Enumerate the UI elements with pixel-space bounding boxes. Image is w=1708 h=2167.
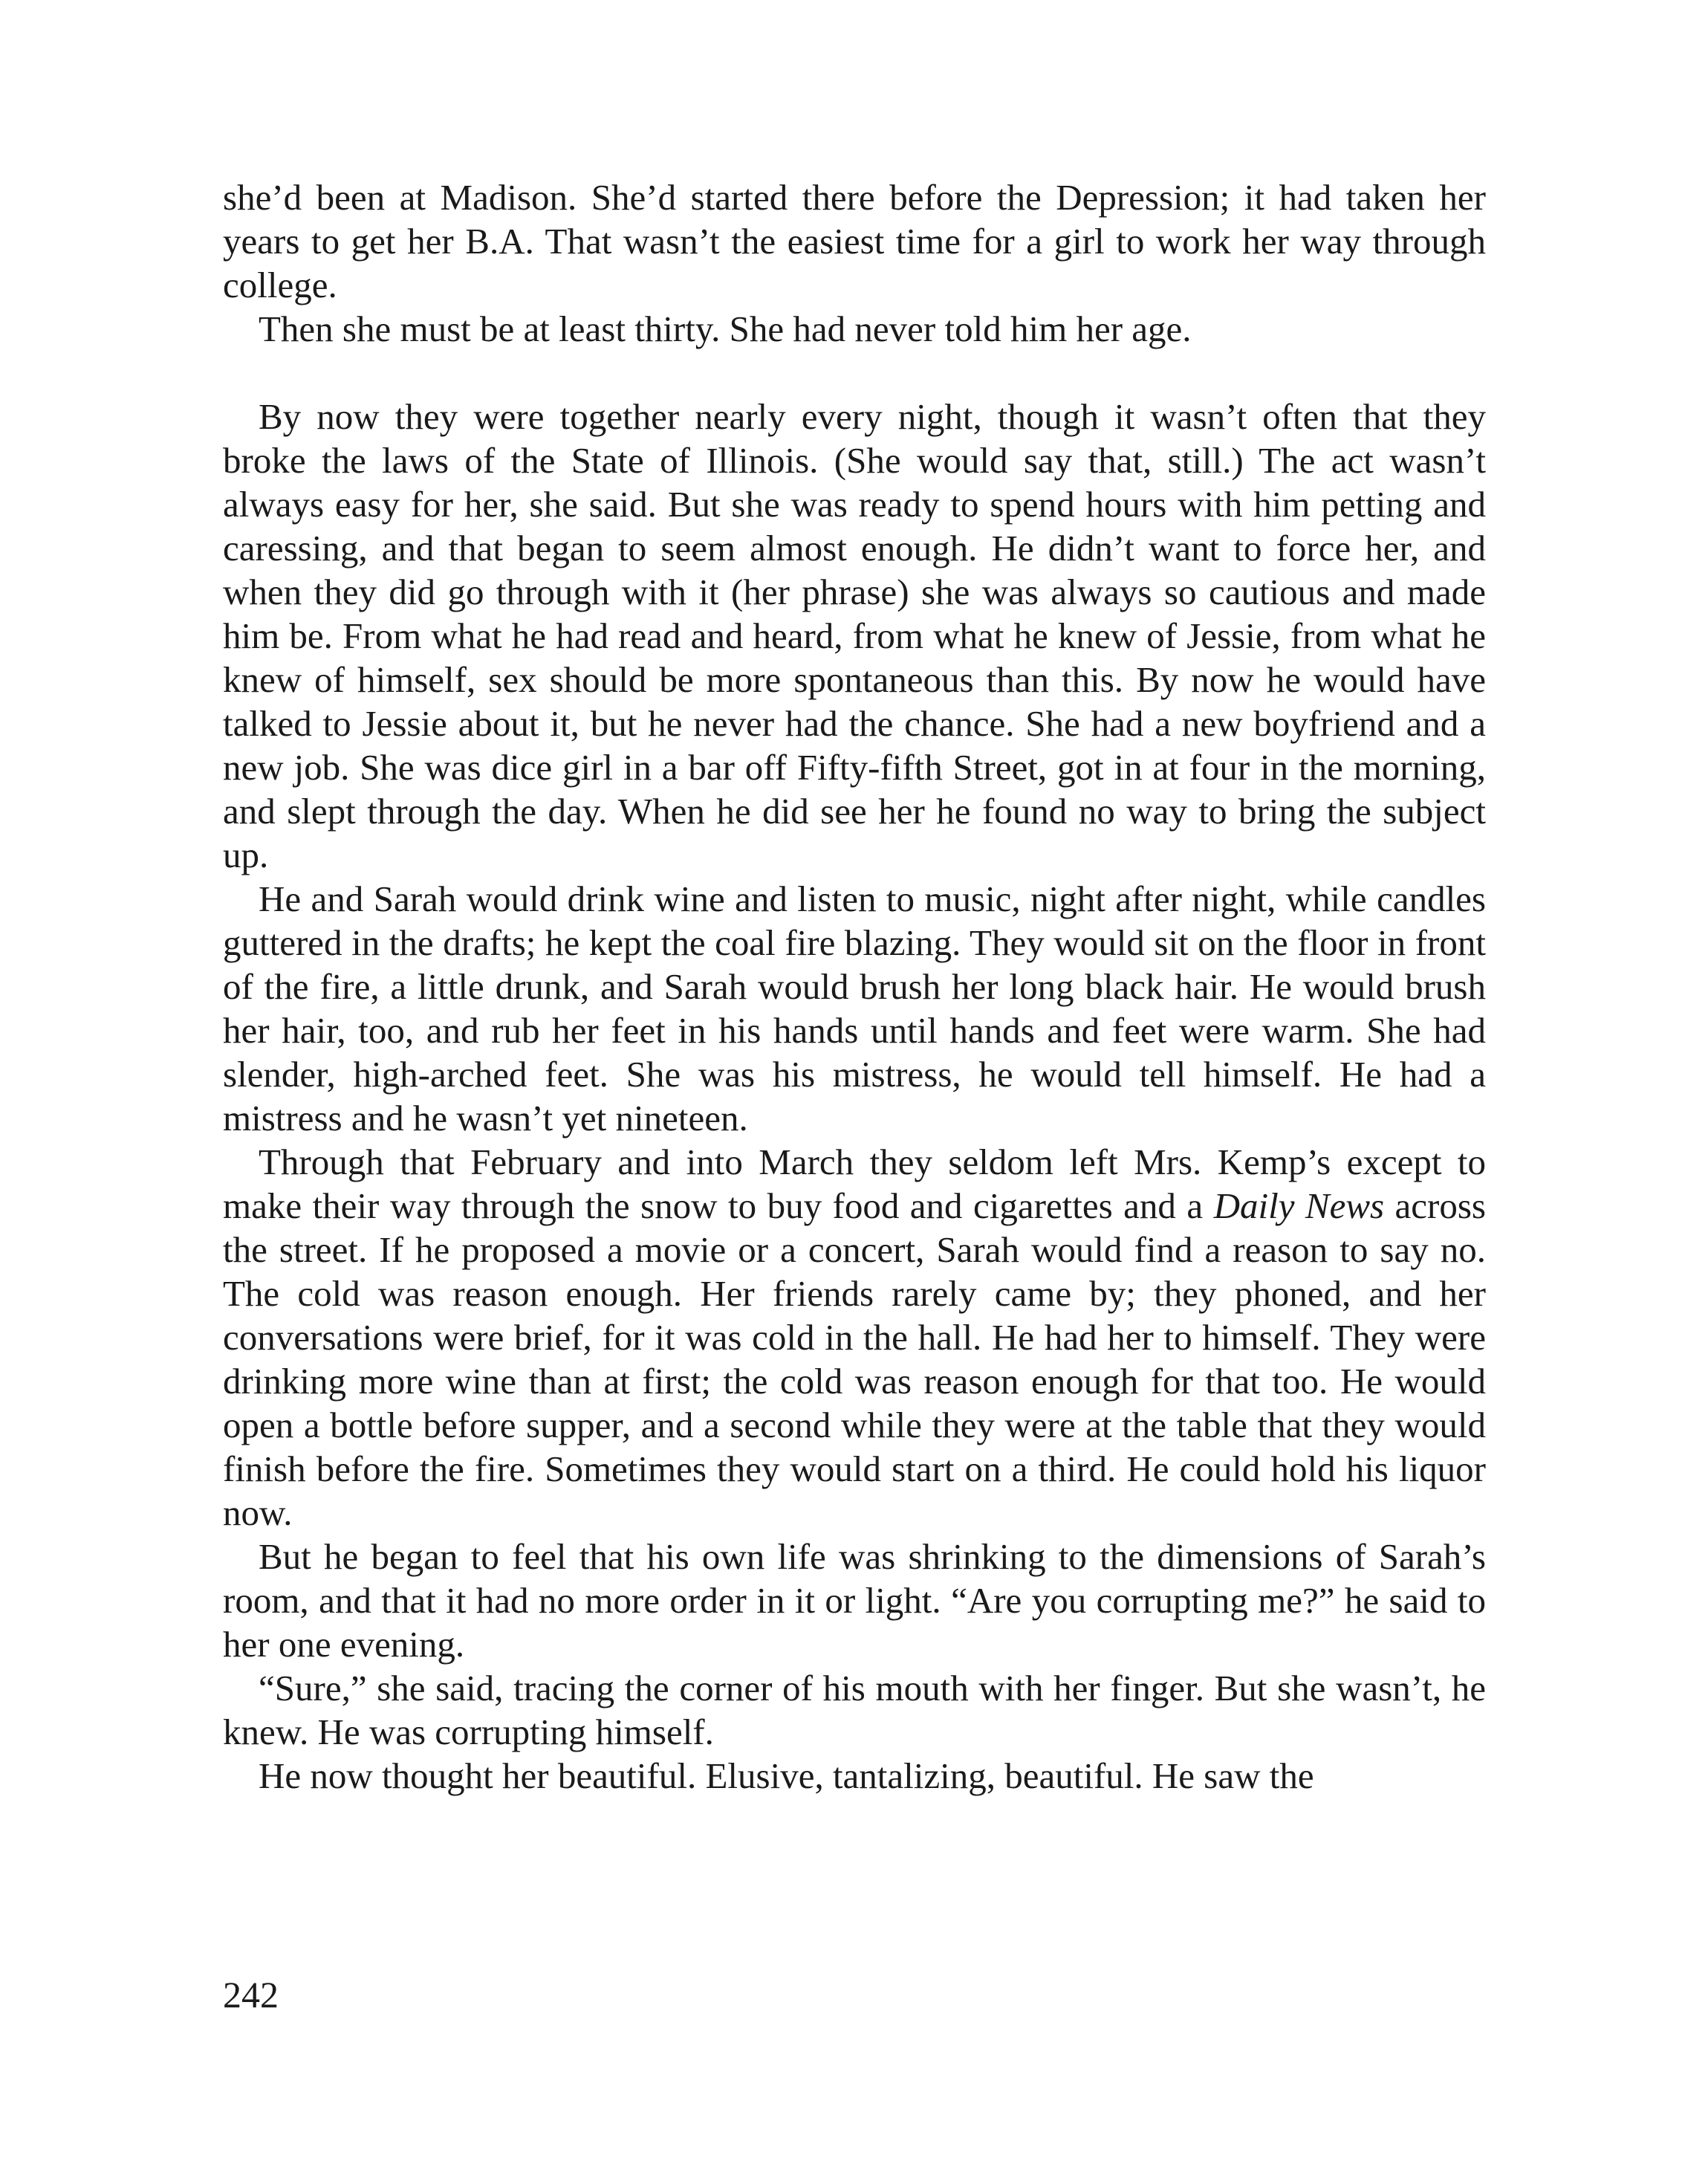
paragraph-continued: she’d been at Madison. She’d started there before the Depression; it had taken her years to get her B.A. That wasn’t the easiest time for a girl to work her way through college.	[223, 177, 1486, 305]
newspaper-title: Daily News	[1213, 1185, 1385, 1226]
paragraph: But he began to feel that his own life was shrinking to the dimensions of Sarah’s room, and that it had no more order in it or light. “Are you corrupting me?” he said to her one evening.	[223, 1536, 1486, 1665]
paragraph: “Sure,” she said, tracing the corner of his mouth with her finger. But she wasn’t, he knew. He was corrupting himself.	[223, 1668, 1486, 1752]
paragraph-last: He now thought her beautiful. Elusive, tantalizing, beautiful. He saw the	[259, 1755, 1314, 1796]
body-text	[223, 175, 1486, 1798]
paragraph: Then she must be at least thirty. She had never told him her age.	[259, 308, 1192, 349]
paragraph: He and Sarah would drink wine and listen to music, night after night, while candles guttered in the drafts; he kept the coal fire blazing. They would sit on the floor in front of the fire, a little drunk, and Sarah would brush her long black hair. He would brush her hair, too, and rub her feet in his hands until hands and feet were warm. She had slender, high-arched feet. She was his mistress, he would tell himself. He had a mistress and he wasn’t yet nineteen.	[223, 878, 1486, 1138]
paragraph-text-after: across the street. If he proposed a movie or a concert, Sarah would find a reason to say no. The cold was reason enough. Her friends rarely came by; they phoned, and her conversations were brief, for it was cold in the hall. He had her to himself. They were drinking more wine than at first; the cold was reason enough for that too. He would open a bottle before supper, and a second while they were at the table that they would finish before the fire. Sometimes they would start on a third. He could hold his liquor now.	[223, 1185, 1487, 1533]
paragraph-with-italic	[223, 1140, 1486, 1535]
page-number: 242	[223, 1974, 279, 2015]
paragraph-section-start: By now they were together nearly every night, though it wasn’t often that they broke the laws of the State of Illinois. (She would say that, still.) The act wasn’t always easy for her, she said. But she was ready to spend hours with him petting and caressing, and that began to seem almost enough. He didn’t want to force her, and when they did go through with it (her phrase) she was always so cautious and made him be. From what he had read and heard, from what he knew of Jessie, from what he knew of himself, sex should be more spontaneous than this. By now he would have talked to Jessie about it, but he never had the chance. She had a new boyfriend and a new job. She was dice girl in a bar off Fifty-fifth Street, got in at four in the morning, and slept through the day. When he did see her he found no way to bring the subject up.	[223, 396, 1486, 875]
paragraph-text-before: Through that February and into March they seldom left Mrs. Kemp’s except to make their way through the snow to buy food and cigarettes and a	[223, 1141, 1486, 1226]
